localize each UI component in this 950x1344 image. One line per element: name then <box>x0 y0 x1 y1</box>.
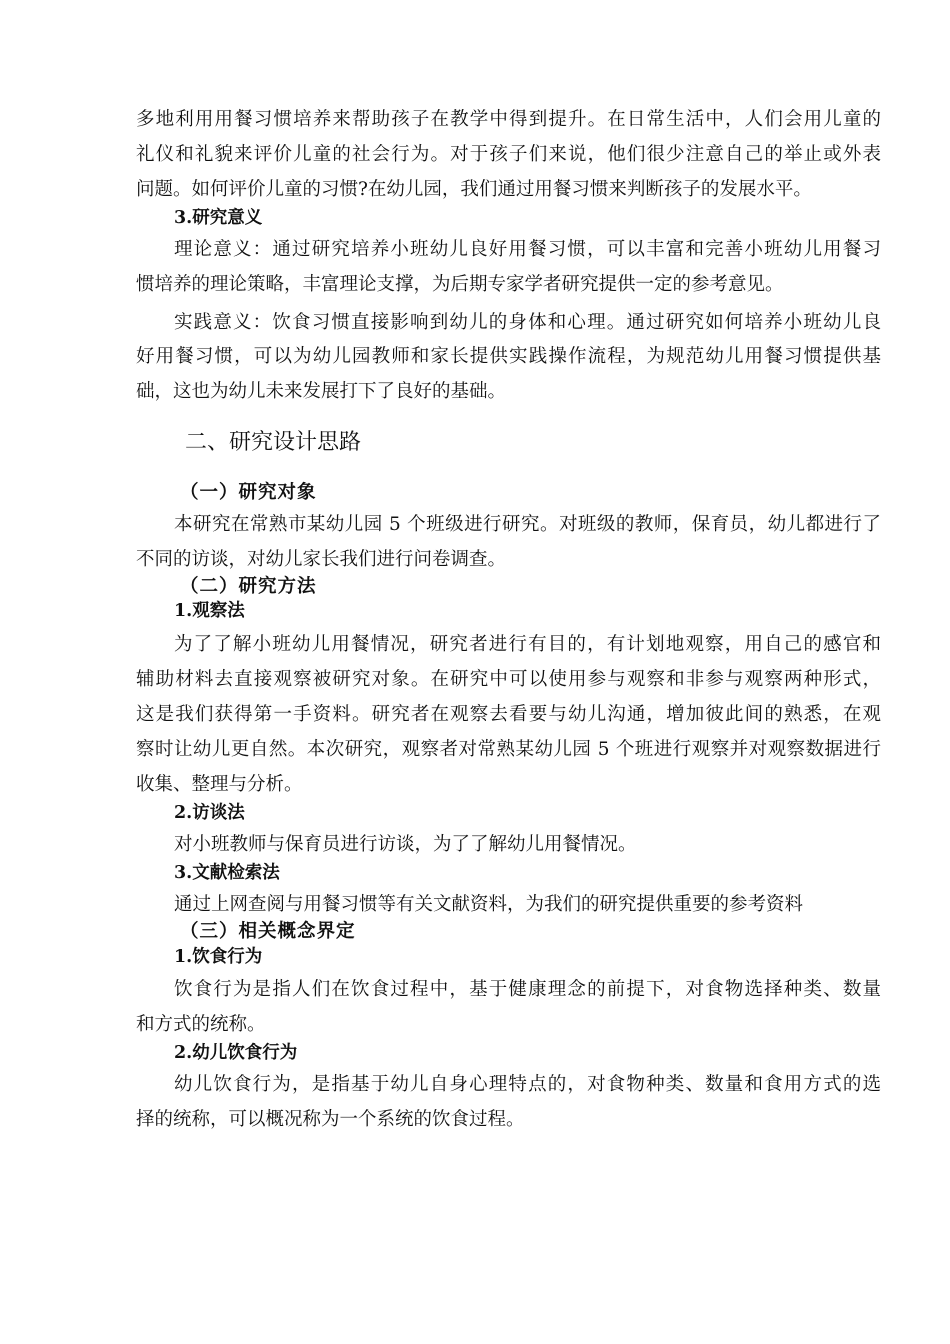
interview-line-1: 对小班教师与保育员进行访谈，为了了解幼儿用餐情况。 <box>174 834 637 855</box>
object-line-1: 本研究在常熟市某幼儿园 5 个班级进行研究。对班级的教师，保育员，幼儿都进行了 <box>174 514 881 535</box>
practice-line-1: 实践意义：饮食习惯直接影响到幼儿的身体和心理。通过研究如何培养小班幼儿良 <box>174 312 881 333</box>
practice-line-2: 好用餐习惯，可以为幼儿园教师和家长提供实践操作流程，为规范幼儿用餐习惯提供基 <box>136 346 881 367</box>
child-eating-heading: 2.幼儿饮食行为 <box>174 1043 298 1063</box>
significance-heading: 3.研究意义 <box>174 208 263 228</box>
concepts-heading: （三）相关概念界定 <box>180 921 356 942</box>
theory-line-1: 理论意义：通过研究培养小班幼儿良好用餐习惯，可以丰富和完善小班幼儿用餐习 <box>174 239 881 260</box>
interview-heading: 2.访谈法 <box>174 803 245 823</box>
observation-line-1: 为了了解小班幼儿用餐情况，研究者进行有目的，有计划地观察，用自己的感官和 <box>174 634 881 655</box>
child-eating-line-2: 择的统称，可以概况称为一个系统的饮食过程。 <box>136 1109 525 1130</box>
literature-line-1: 通过上网查阅与用餐习惯等有关文献资料，为我们的研究提供重要的参考资料 <box>174 894 804 915</box>
child-eating-line-1: 幼儿饮食行为，是指基于幼儿自身心理特点的，对食物种类、数量和食用方式的选 <box>174 1074 881 1095</box>
observation-line-5: 收集、整理与分析。 <box>136 774 303 795</box>
practice-line-3: 础，这也为幼儿未来发展打下了良好的基础。 <box>136 381 507 402</box>
section-heading: 二、研究设计思路 <box>185 430 362 455</box>
methods-heading: （二）研究方法 <box>180 576 317 597</box>
intro-line-3: 问题。如何评价儿童的习惯?在幼儿园，我们通过用餐习惯来判断孩子的发展水平。 <box>136 179 812 200</box>
eating-heading: 1.饮食行为 <box>174 947 263 967</box>
observation-line-4: 察时让幼儿更自然。本次研究，观察者对常熟某幼儿园 5 个班进行观察并对观察数据进行 <box>136 739 881 760</box>
object-heading: （一）研究对象 <box>180 482 317 503</box>
observation-line-2: 辅助材料去直接观察被研究对象。在研究中可以使用参与观察和非参与观察两种形式， <box>136 669 881 690</box>
observation-line-3: 这是我们获得第一手资料。研究者在观察去看要与幼儿沟通，增加彼此间的熟悉，在观 <box>136 704 881 725</box>
literature-heading: 3.文献检索法 <box>174 863 280 883</box>
object-line-2: 不同的访谈，对幼儿家长我们进行问卷调查。 <box>136 549 507 570</box>
theory-line-2: 惯培养的理论策略，丰富理论支撑，为后期专家学者研究提供一定的参考意见。 <box>136 274 784 295</box>
intro-line-2: 礼仪和礼貌来评价儿童的社会行为。对于孩子们来说，他们很少注意自己的举止或外表 <box>136 144 881 165</box>
eating-line-1: 饮食行为是指人们在饮食过程中，基于健康理念的前提下，对食物选择种类、数量 <box>174 979 881 1000</box>
observation-heading: 1.观察法 <box>174 601 245 621</box>
eating-line-2: 和方式的统称。 <box>136 1014 266 1035</box>
intro-line-1: 多地利用用餐习惯培养来帮助孩子在教学中得到提升。在日常生活中，人们会用儿童的 <box>136 109 881 130</box>
